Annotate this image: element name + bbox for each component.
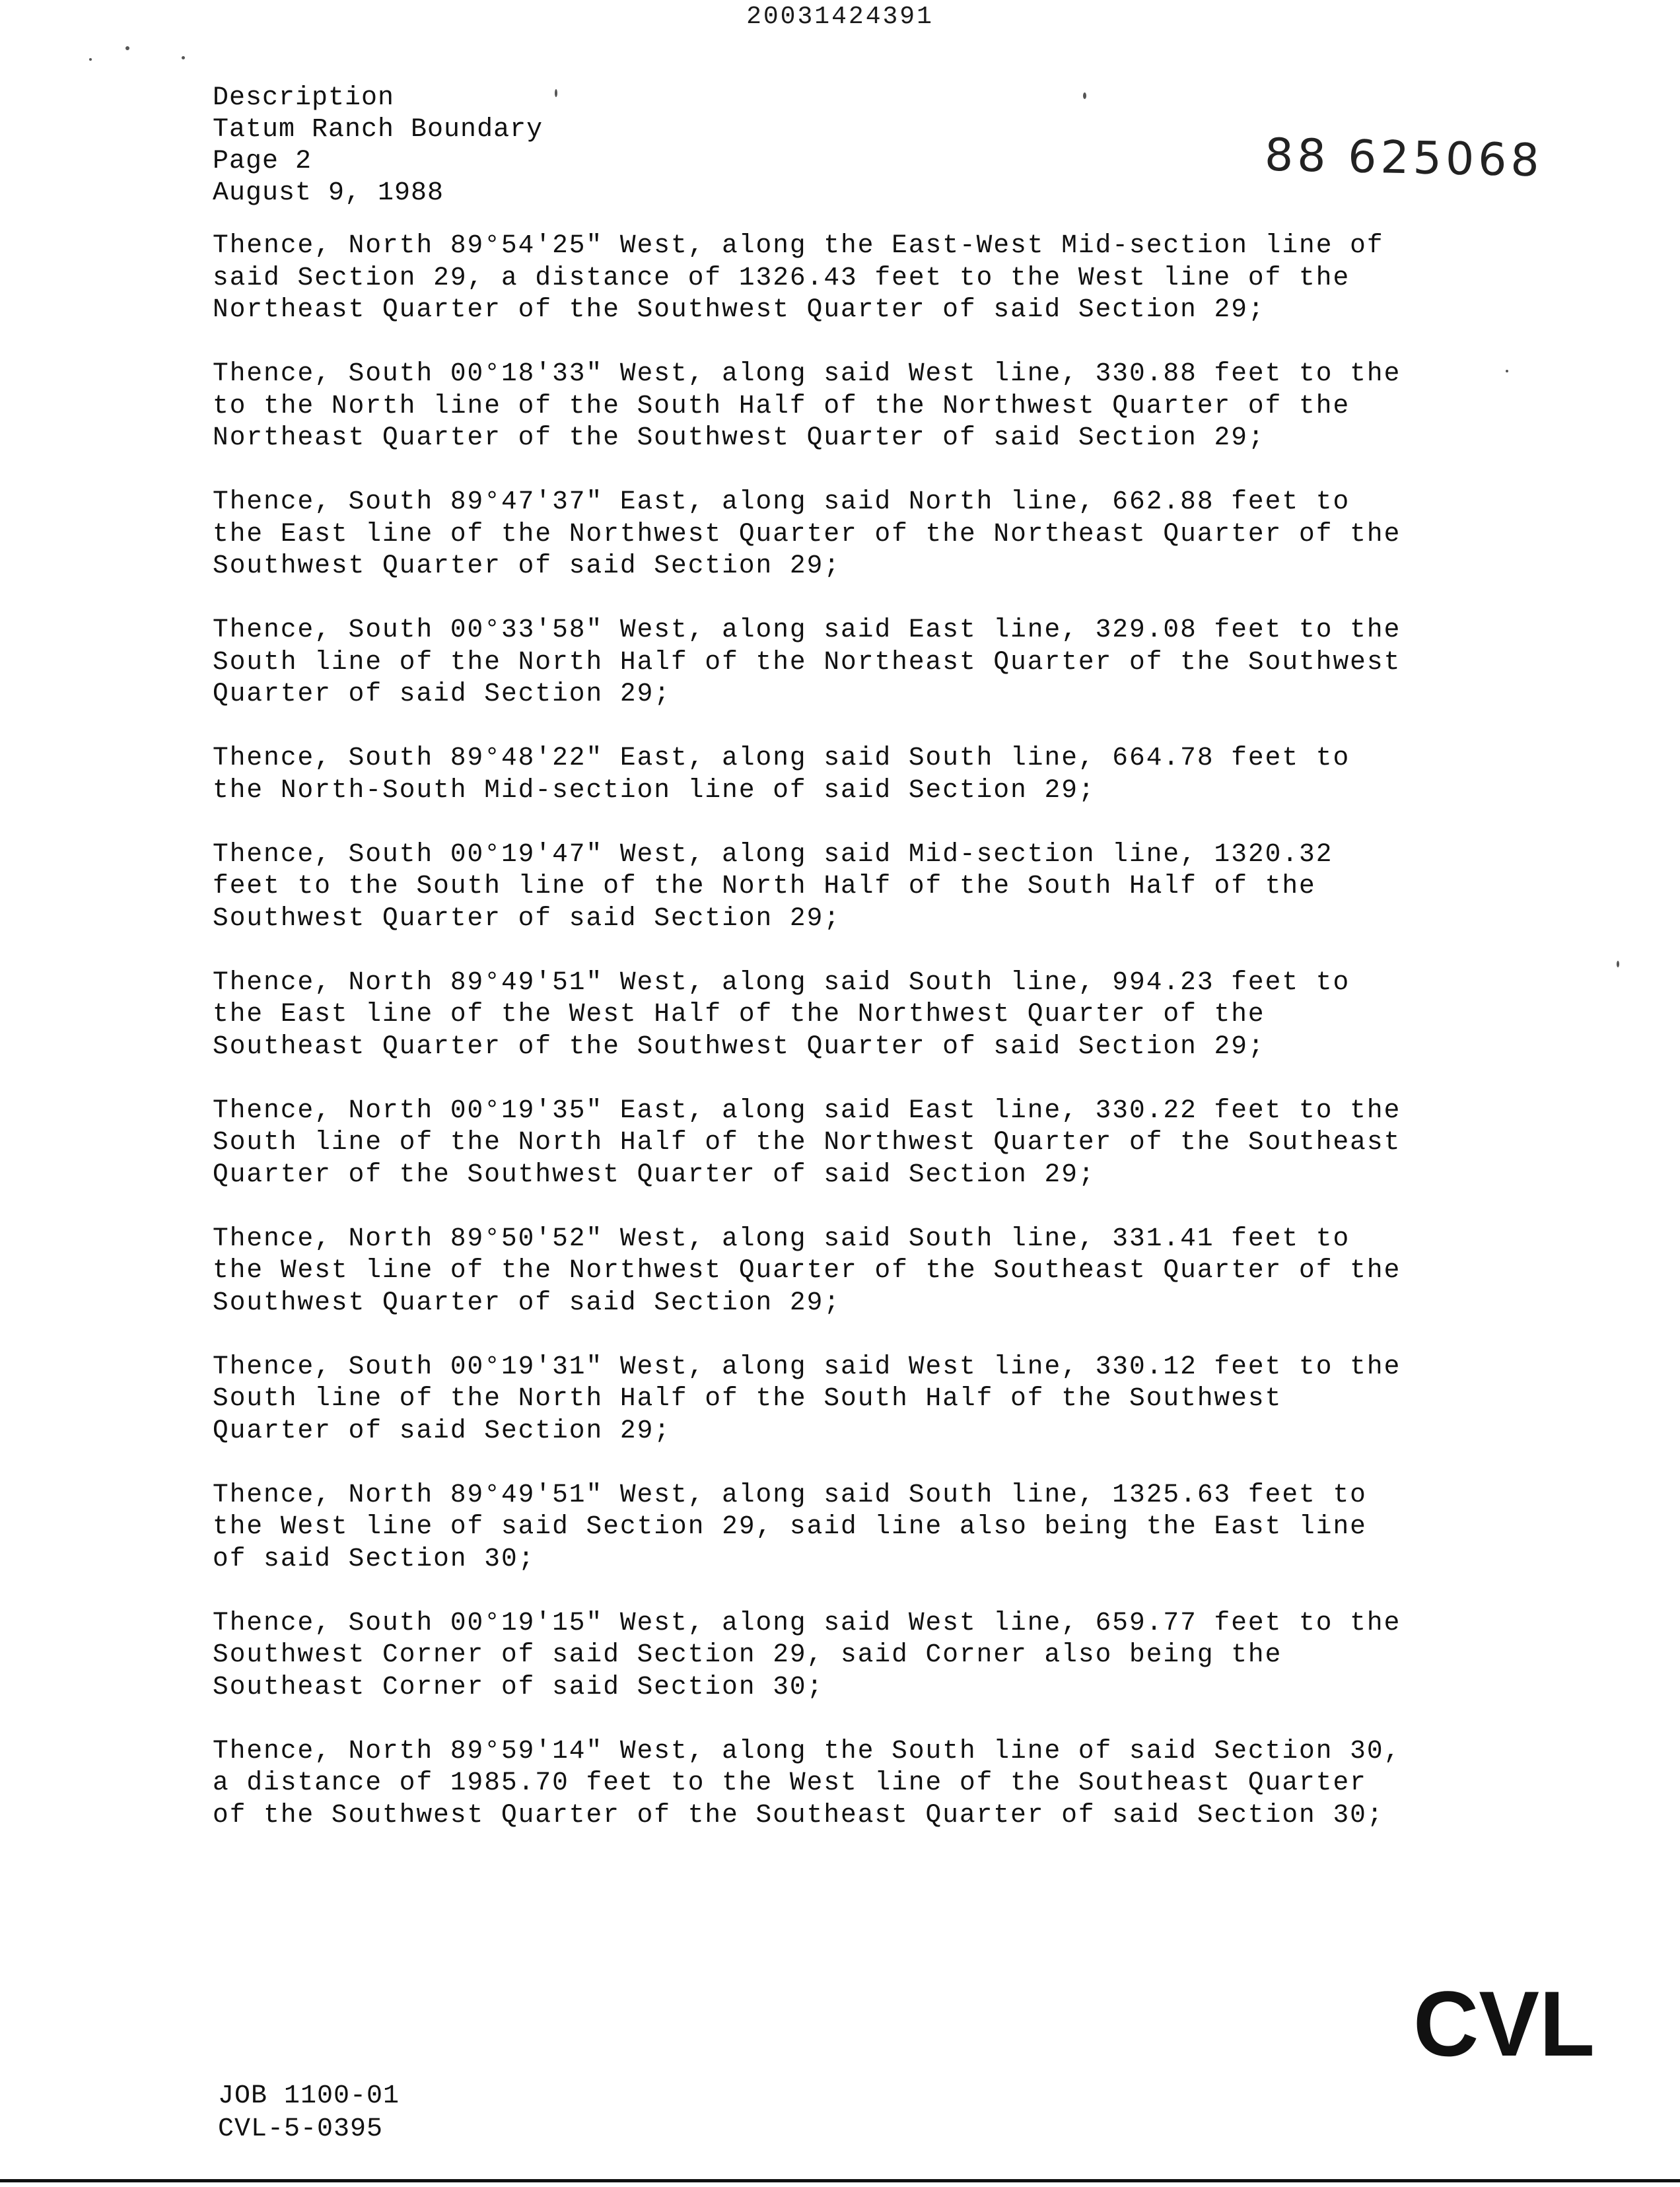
course-paragraph xyxy=(213,1223,1401,1319)
course-line: the North-South Mid-section line of said Section 29; xyxy=(213,775,1096,805)
course-line: Thence, South 00°19'15" West, along said West line, 659.77 feet to the xyxy=(213,1607,1401,1638)
course-line: Quarter of the Southwest Quarter of said Section 29; xyxy=(213,1159,1096,1189)
course-line: of the Southwest Quarter of the Southeast Quarter of said Section 30; xyxy=(213,1799,1384,1830)
course-line: Thence, North 89°49'51" West, along said South line, 1325.63 feet to xyxy=(213,1479,1367,1510)
course-paragraph xyxy=(213,967,1375,1063)
course-line: Thence, South 00°19'47" West, along said Mid-section line, 1320.32 xyxy=(213,839,1333,869)
svg-text:CVL: CVL xyxy=(1413,1978,1595,2064)
course-line: Thence, South 00°18'33" West, along said West line, 330.88 feet to the xyxy=(213,359,1401,388)
course-paragraph xyxy=(213,1735,1401,1832)
course-line: Thence, South 00°33'58" West, along said East line, 329.08 feet to the xyxy=(213,615,1401,644)
document-footer xyxy=(218,2080,400,2146)
document-header xyxy=(213,83,543,209)
course-paragraph xyxy=(213,1351,1401,1447)
course-paragraph xyxy=(213,1479,1375,1576)
course-paragraph xyxy=(213,1095,1401,1191)
course-line: said Section 29, a distance of 1326.43 feet to the West line of the xyxy=(213,262,1350,293)
course-line: Southwest Quarter of said Section 29; xyxy=(213,903,841,933)
course-line: a distance of 1985.70 feet to the West line of the Southeast Quarter xyxy=(213,1768,1367,1797)
course-line: the West line of the Northwest Quarter of the Southeast Quarter of the xyxy=(213,1255,1401,1285)
header-page-number: Page 2 xyxy=(213,147,312,176)
course-line: South line of the North Half of the Northwest Quarter of the Southeast xyxy=(213,1127,1401,1157)
course-line: Thence, North 89°50'52" West, along said South line, 331.41 feet to xyxy=(213,1223,1350,1253)
legal-description-body xyxy=(213,230,1401,1863)
course-paragraph xyxy=(213,742,1375,806)
course-line: Thence, North 89°54'25" West, along the East-West Mid-section line of xyxy=(213,230,1384,260)
job-number: JOB 1100-01 xyxy=(218,2081,400,2111)
document-code: CVL-5-0395 xyxy=(218,2114,384,2144)
course-line: Thence, South 89°47'37" East, along said North line, 662.88 feet to xyxy=(213,487,1350,516)
course-line: Southeast Corner of said Section 30; xyxy=(213,1671,824,1702)
course-line: Northeast Quarter of the Southwest Quarter of said Section 29; xyxy=(213,295,1265,324)
scan-speck xyxy=(125,46,129,50)
document-number: 20031424391 xyxy=(746,3,934,31)
course-line: the West line of said Section 29, said line also being the East line xyxy=(213,1511,1367,1541)
course-line: feet to the South line of the North Half of the South Half of the xyxy=(213,871,1316,901)
header-project-name: Tatum Ranch Boundary xyxy=(213,115,543,145)
course-line: Southwest Quarter of said Section 29; xyxy=(213,551,841,580)
page-bottom-rule xyxy=(0,2179,1680,2182)
course-line: Quarter of said Section 29; xyxy=(213,1415,672,1445)
course-line: Thence, North 89°49'51" West, along said South line, 994.23 feet to xyxy=(213,967,1350,997)
header-description: Description xyxy=(213,83,395,113)
course-line: South line of the North Half of the South Half of the Southwest xyxy=(213,1383,1282,1413)
course-paragraph xyxy=(213,358,1401,454)
scan-speck xyxy=(1617,961,1619,967)
course-line: South line of the North Half of the Northeast Quarter of the Southwest xyxy=(213,646,1401,677)
course-line: the East line of the Northwest Quarter of the Northeast Quarter of the xyxy=(213,518,1401,549)
scan-speck xyxy=(182,56,185,59)
recording-number: 88 625068 xyxy=(1264,129,1544,188)
course-line: Quarter of said Section 29; xyxy=(213,679,672,709)
course-paragraph xyxy=(213,486,1401,582)
course-line: Northeast Quarter of the Southwest Quarter of said Section 29; xyxy=(213,423,1265,452)
scan-speck xyxy=(1083,92,1086,99)
scan-speck xyxy=(1506,370,1508,372)
course-line: the East line of the West Half of the Northwest Quarter of the xyxy=(213,999,1265,1029)
course-line: to the North line of the South Half of the Northwest Quarter of the xyxy=(213,390,1350,421)
course-line: Thence, North 89°59'14" West, along the South line of said Section 30, xyxy=(213,1735,1401,1766)
course-paragraph xyxy=(213,839,1375,935)
scan-speck xyxy=(555,89,557,97)
course-paragraph xyxy=(213,614,1401,711)
course-line: Thence, South 00°19'31" West, along said West line, 330.12 feet to the xyxy=(213,1351,1401,1381)
header-date: August 9, 1988 xyxy=(213,178,444,208)
course-line: Southwest Corner of said Section 29, said Corner also being the xyxy=(213,1640,1282,1669)
course-line: Southeast Quarter of the Southwest Quarter of said Section 29; xyxy=(213,1031,1265,1061)
scan-speck xyxy=(89,58,92,61)
course-paragraph xyxy=(213,230,1384,326)
course-line: Southwest Quarter of said Section 29; xyxy=(213,1287,841,1317)
course-paragraph xyxy=(213,1607,1401,1704)
course-line: Thence, South 89°48'22" East, along said South line, 664.78 feet to xyxy=(213,743,1350,773)
course-line: of said Section 30; xyxy=(213,1543,536,1574)
cvl-logo xyxy=(1413,1978,1598,2064)
course-line: Thence, North 00°19'35" East, along said East line, 330.22 feet to the xyxy=(213,1095,1401,1125)
